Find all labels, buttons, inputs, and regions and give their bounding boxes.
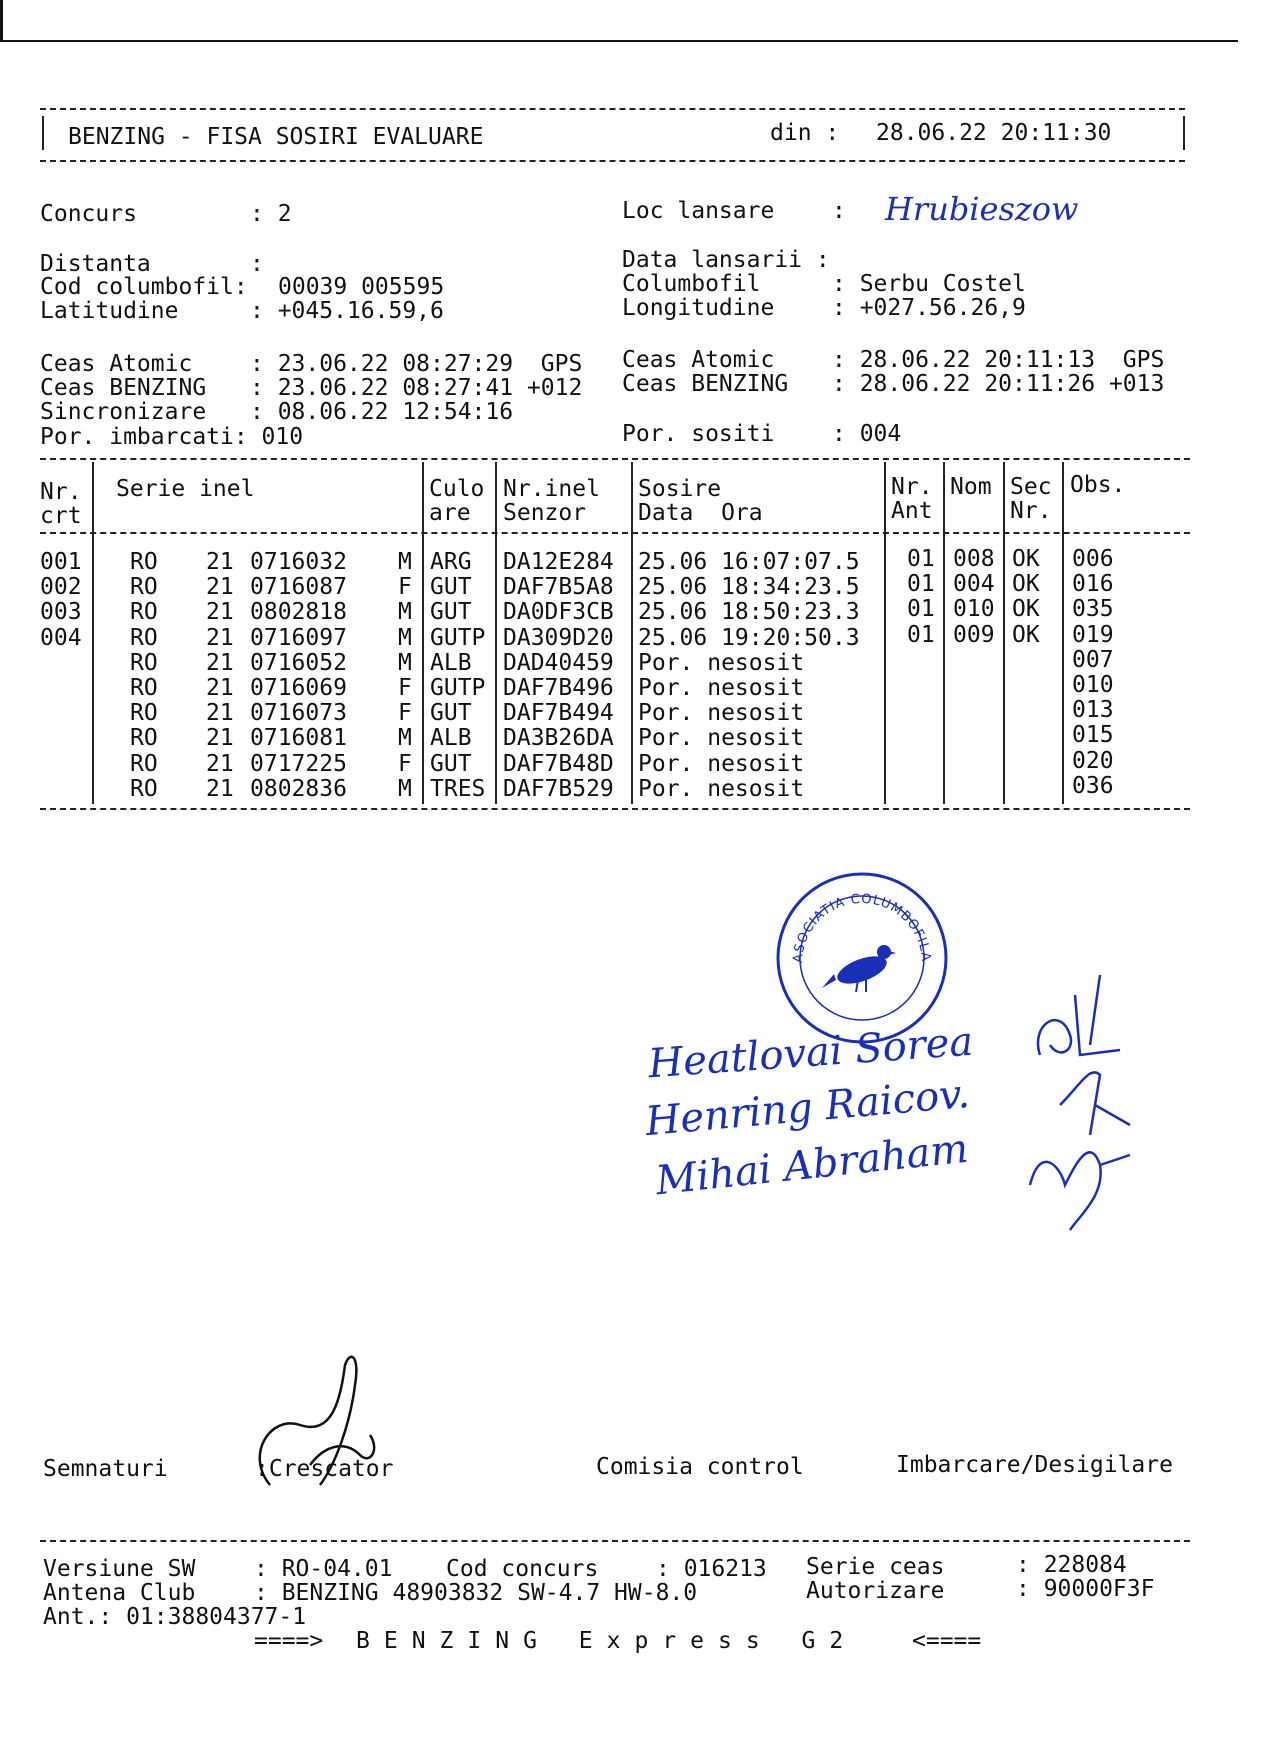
th-sosire-1: Sosire bbox=[638, 476, 722, 502]
col-divider-nom bbox=[1003, 462, 1005, 804]
row-color: ALB bbox=[430, 649, 472, 676]
row-nom: 008 bbox=[953, 546, 995, 572]
row-obs: 010 bbox=[1072, 672, 1114, 698]
document-title: BENZING - FISA SOSIRI EVALUARE bbox=[68, 124, 484, 150]
row-sex: F bbox=[398, 750, 412, 777]
concurs-label: Concurs bbox=[40, 201, 137, 227]
print-date: 28.06.22 20:11:30 bbox=[876, 120, 1112, 146]
row-ring-number: 0716052 bbox=[250, 649, 347, 676]
row-sex: F bbox=[398, 675, 412, 701]
ceas-benzing-end-value: : 28.06.22 20:11:26 +013 bbox=[832, 371, 1165, 397]
distanta-label: Distanta bbox=[40, 251, 151, 277]
col-divider-sosire bbox=[884, 462, 886, 804]
stamp-text: ASOCIATIA COLUMBOFILA bbox=[790, 891, 934, 964]
row-obs: 035 bbox=[1072, 596, 1114, 623]
porumbei-imbarcati: Por. imbarcati: 010 bbox=[40, 424, 304, 450]
header-border-top bbox=[40, 108, 1185, 110]
loc-lansare-sep: : bbox=[832, 198, 846, 224]
ceas-atomic-end-value: : 28.06.22 20:11:13 GPS bbox=[832, 347, 1165, 373]
row-country: RO bbox=[130, 549, 158, 575]
row-sex: M bbox=[398, 549, 412, 575]
row-ring-number: 0716069 bbox=[250, 675, 347, 701]
table-border-bottom bbox=[40, 808, 1190, 810]
longitudine-value: : +027.56.26,9 bbox=[832, 295, 1026, 321]
cod-columbofil-value: 00039 005595 bbox=[278, 274, 445, 300]
row-sensor: DAF7B529 bbox=[503, 775, 614, 802]
row-sex: F bbox=[398, 700, 412, 727]
autorizare-label: Autorizare bbox=[806, 1578, 945, 1604]
antena-club-value: : BENZING 48903832 SW-4.7 HW-8.0 bbox=[254, 1580, 698, 1606]
row-nom: 004 bbox=[953, 571, 995, 598]
row-obs: 006 bbox=[1072, 546, 1114, 572]
row-sensor: DAF7B48D bbox=[503, 750, 614, 777]
row-year: 21 bbox=[206, 675, 234, 701]
row-obs: 020 bbox=[1072, 747, 1114, 774]
header-border-left bbox=[42, 116, 44, 150]
row-nr: 003 bbox=[40, 599, 82, 626]
crescator-label: :Crescator bbox=[255, 1456, 394, 1482]
row-year: 21 bbox=[206, 649, 234, 676]
row-obs: 019 bbox=[1072, 621, 1114, 648]
row-obs: 016 bbox=[1072, 571, 1114, 598]
row-sensor: DAD40459 bbox=[503, 649, 614, 676]
row-color: TRES bbox=[430, 775, 486, 802]
row-nr: 002 bbox=[40, 574, 82, 601]
row-color: GUTP bbox=[430, 675, 486, 701]
row-sec: OK bbox=[1012, 546, 1040, 572]
row-color: GUT bbox=[430, 750, 472, 777]
row-sensor: DAF7B494 bbox=[503, 700, 614, 727]
row-nom: 009 bbox=[953, 621, 995, 648]
concurs-value: : 2 bbox=[250, 201, 292, 227]
row-sensor: DAF7B5A8 bbox=[503, 574, 614, 601]
table-header-divider bbox=[40, 532, 1190, 534]
row-sensor: DA0DF3CB bbox=[503, 599, 614, 626]
serie-ceas-value: : 228084 bbox=[1016, 1552, 1127, 1578]
row-ring-number: 0716097 bbox=[250, 624, 347, 651]
row-arrival: Por. nesosit bbox=[638, 649, 805, 676]
cod-concurs-value: : 016213 bbox=[656, 1556, 767, 1582]
row-nr: 001 bbox=[40, 549, 82, 575]
row-ring-number: 0716032 bbox=[250, 549, 347, 575]
porumbei-sositi-label: Por. sositi bbox=[622, 421, 775, 447]
row-sec: OK bbox=[1012, 596, 1040, 623]
row-sex: M bbox=[398, 624, 412, 651]
latitudine-label: Latitudine bbox=[40, 298, 179, 324]
serie-ceas-label: Serie ceas bbox=[806, 1554, 945, 1580]
ceas-atomic-start-value: : 23.06.22 08:27:29 GPS bbox=[250, 351, 583, 377]
ceas-atomic-end-label: Ceas Atomic bbox=[622, 347, 775, 373]
row-sex: M bbox=[398, 649, 412, 676]
row-country: RO bbox=[130, 574, 158, 601]
th-serie-inel: Serie inel bbox=[116, 476, 255, 502]
latitudine-value: : +045.16.59,6 bbox=[250, 298, 444, 324]
row-year: 21 bbox=[206, 750, 234, 777]
header-border-right bbox=[1183, 116, 1185, 150]
row-arrival: Por. nesosit bbox=[638, 725, 805, 752]
footer-divider bbox=[40, 1540, 1190, 1542]
row-obs: 015 bbox=[1072, 722, 1114, 749]
row-sex: M bbox=[398, 725, 412, 752]
row-ring-number: 0717225 bbox=[250, 750, 347, 777]
row-color: GUT bbox=[430, 700, 472, 727]
th-ant-1: Nr. bbox=[891, 474, 933, 500]
porumbei-sositi-value: : 004 bbox=[832, 421, 902, 447]
th-ant-2: Ant bbox=[891, 498, 933, 524]
th-nrinel-2: Senzor bbox=[503, 500, 587, 526]
pigeon-icon bbox=[822, 945, 896, 992]
row-sex: M bbox=[398, 775, 412, 802]
versiune-sw-value: : RO-04.01 bbox=[254, 1556, 393, 1582]
row-country: RO bbox=[130, 675, 158, 701]
row-country: RO bbox=[130, 599, 158, 626]
loc-lansare-label: Loc lansare bbox=[622, 198, 775, 224]
row-country: RO bbox=[130, 775, 158, 802]
cod-concurs-label: Cod concurs bbox=[446, 1556, 599, 1582]
row-arrival: 25.06 18:50:23.3 bbox=[638, 599, 860, 626]
row-sensor: DA3B26DA bbox=[503, 725, 614, 752]
header-border-bottom bbox=[40, 160, 1185, 162]
row-color: GUTP bbox=[430, 624, 486, 651]
page-scan-edge bbox=[0, 0, 1238, 42]
th-sec-1: Sec bbox=[1010, 474, 1052, 500]
row-country: RO bbox=[130, 750, 158, 777]
row-country: RO bbox=[130, 725, 158, 752]
row-ring-number: 0802818 bbox=[250, 599, 347, 626]
antena-id: Ant.: 01:38804377-1 bbox=[43, 1604, 307, 1630]
row-sensor: DAF7B496 bbox=[503, 675, 614, 701]
row-arrival: Por. nesosit bbox=[638, 775, 805, 802]
sincronizare-value: : 08.06.22 12:54:16 bbox=[250, 399, 514, 425]
row-color: GUT bbox=[430, 574, 472, 601]
data-lansarii-label: Data lansarii : bbox=[622, 247, 830, 273]
th-nr-2: crt bbox=[40, 503, 82, 529]
footer-arrow-left: ====> bbox=[254, 1628, 324, 1654]
row-sec: OK bbox=[1012, 621, 1040, 648]
row-arrival: Por. nesosit bbox=[638, 750, 805, 777]
col-divider-culoare bbox=[495, 462, 497, 804]
comisia-control-label: Comisia control bbox=[596, 1454, 804, 1480]
distanta-value: : bbox=[250, 251, 264, 277]
row-obs: 013 bbox=[1072, 697, 1114, 724]
ceas-benzing-start-label: Ceas BENZING bbox=[40, 375, 207, 401]
footer-arrow-right: <==== bbox=[912, 1628, 982, 1654]
antena-club-label: Antena Club bbox=[43, 1580, 196, 1606]
row-sec: OK bbox=[1012, 571, 1040, 598]
row-nom: 010 bbox=[953, 596, 995, 623]
handwritten-name-3: Mihai Abraham bbox=[653, 1125, 971, 1205]
columbofil-value: : Serbu Costel bbox=[832, 271, 1026, 297]
table-border-top bbox=[40, 458, 1190, 460]
imbarcare-label: Imbarcare/Desigilare bbox=[896, 1452, 1173, 1478]
row-color: GUT bbox=[430, 599, 472, 626]
row-ring-number: 0716073 bbox=[250, 700, 347, 727]
row-year: 21 bbox=[206, 700, 234, 727]
row-sensor: DA12E284 bbox=[503, 549, 614, 575]
row-obs: 007 bbox=[1072, 646, 1114, 673]
row-color: ALB bbox=[430, 725, 472, 752]
row-country: RO bbox=[130, 624, 158, 651]
col-divider-ant bbox=[943, 462, 945, 804]
ceas-benzing-end-label: Ceas BENZING bbox=[622, 371, 789, 397]
ceas-atomic-start-label: Ceas Atomic bbox=[40, 351, 193, 377]
row-arrival: Por. nesosit bbox=[638, 700, 805, 727]
row-country: RO bbox=[130, 700, 158, 727]
cod-columbofil-label: Cod columbofil: bbox=[40, 274, 248, 300]
th-nom: Nom bbox=[950, 474, 992, 500]
row-year: 21 bbox=[206, 549, 234, 575]
row-antenna: 01 bbox=[907, 596, 935, 623]
row-antenna: 01 bbox=[907, 621, 935, 648]
row-ring-number: 0802836 bbox=[250, 775, 347, 802]
row-sensor: DA309D20 bbox=[503, 624, 614, 651]
longitudine-label: Longitudine bbox=[622, 295, 775, 321]
th-sec-2: Nr. bbox=[1010, 498, 1052, 524]
th-obs: Obs. bbox=[1070, 472, 1126, 498]
row-nr: 004 bbox=[40, 624, 82, 651]
handwritten-name-2: Henring Raicov. bbox=[643, 1070, 972, 1146]
date-label: din : bbox=[770, 120, 840, 146]
th-sosire-2: Data Ora bbox=[638, 500, 763, 526]
th-nr-1: Nr. bbox=[40, 479, 82, 505]
row-ring-number: 0716087 bbox=[250, 574, 347, 601]
th-culoare-1: Culo bbox=[429, 476, 485, 502]
col-divider-senzor bbox=[631, 462, 633, 804]
columbofil-label: Columbofil bbox=[622, 271, 761, 297]
row-color: ARG bbox=[430, 549, 472, 575]
th-culoare-2: are bbox=[429, 500, 471, 526]
row-sex: F bbox=[398, 574, 412, 601]
row-year: 21 bbox=[206, 624, 234, 651]
versiune-sw-label: Versiune SW bbox=[43, 1556, 196, 1582]
loc-lansare-handwritten: Hrubieszow bbox=[885, 190, 1079, 228]
sincronizare-label: Sincronizare bbox=[40, 399, 207, 425]
row-year: 21 bbox=[206, 725, 234, 752]
row-obs: 036 bbox=[1072, 772, 1114, 799]
ceas-benzing-start-value: : 23.06.22 08:27:41 +012 bbox=[250, 375, 583, 401]
th-nrinel-1: Nr.inel bbox=[503, 476, 600, 502]
row-antenna: 01 bbox=[907, 546, 935, 572]
semnaturi-label: Semnaturi bbox=[43, 1456, 168, 1482]
col-divider-nr bbox=[92, 462, 94, 804]
handwritten-name-1: Heatlovai Sorea bbox=[646, 1018, 975, 1088]
row-sex: M bbox=[398, 599, 412, 626]
row-arrival: 25.06 16:07:07.5 bbox=[638, 549, 860, 575]
row-arrival: 25.06 18:34:23.5 bbox=[638, 574, 860, 601]
col-divider-sec bbox=[1062, 462, 1064, 804]
row-antenna: 01 bbox=[907, 571, 935, 598]
row-arrival: 25.06 19:20:50.3 bbox=[638, 624, 860, 651]
autorizare-value: : 90000F3F bbox=[1016, 1576, 1155, 1602]
col-divider-serie bbox=[422, 462, 424, 804]
row-ring-number: 0716081 bbox=[250, 725, 347, 752]
row-arrival: Por. nesosit bbox=[638, 675, 805, 701]
row-year: 21 bbox=[206, 574, 234, 601]
row-year: 21 bbox=[206, 775, 234, 802]
footer-product-name: BENZING Express G2 bbox=[356, 1628, 858, 1654]
row-year: 21 bbox=[206, 599, 234, 626]
row-country: RO bbox=[130, 649, 158, 676]
committee-signatures bbox=[1020, 965, 1150, 1235]
